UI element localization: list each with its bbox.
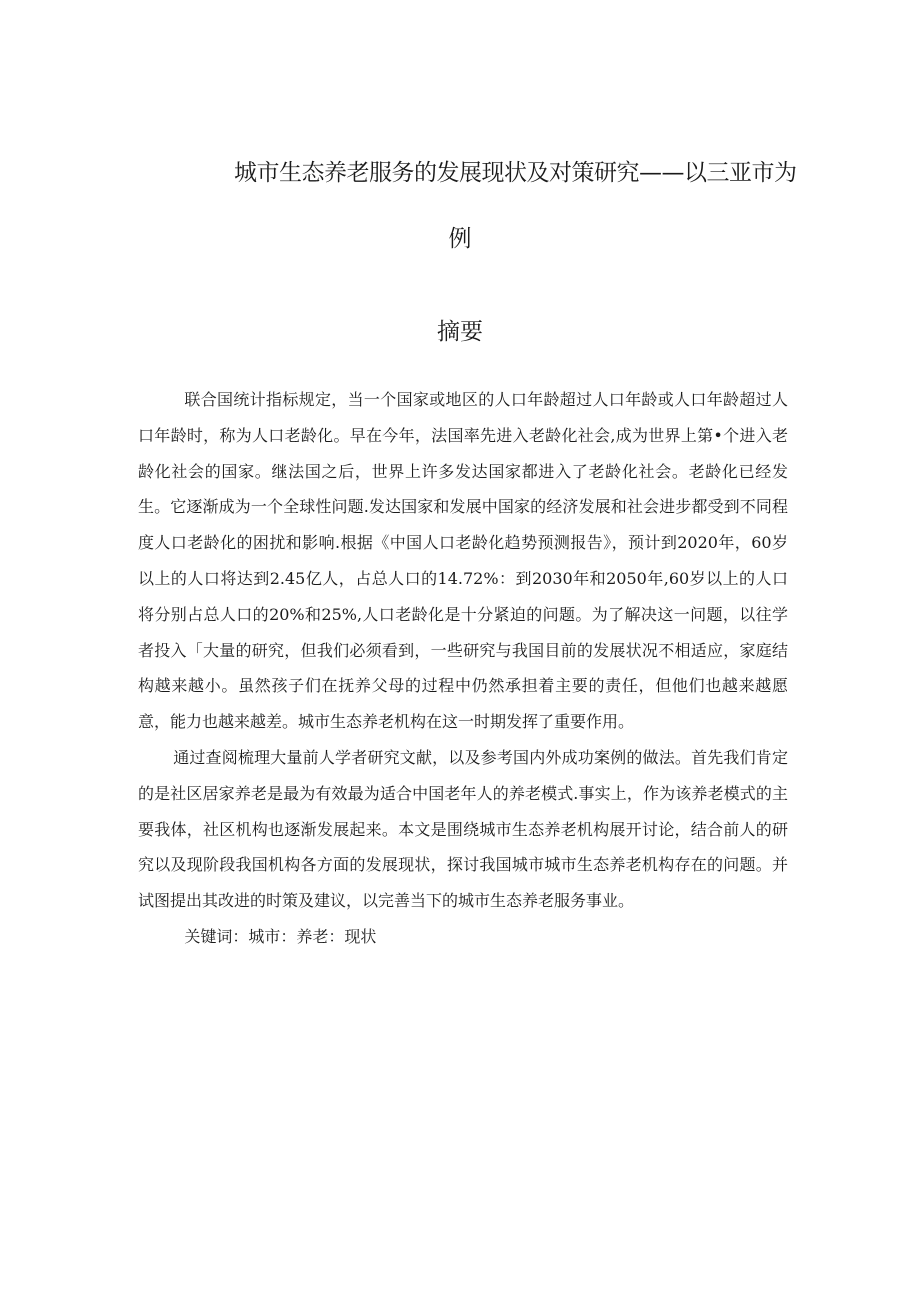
paper-title-continuation: 例 (448, 226, 472, 252)
abstract-paragraph: 联合国统计指标规定，当一个国家或地区的人口年龄超过人口年龄或人口年龄超过人口年龄时，称为人口老龄化。早在今年，法国率先进入老龄化社会,成为世界上第•个进入老龄化社会的国家。继法国之后，世界上许多发达国家都进入了老龄化社会。老龄化已经发生。它逐渐成为一个全球性问题.发达国家和发展中国家的经济发展和社会进步都受到不同程度人口老龄化的困扰和影响.根据《中国人口老龄化趋势预测报告》，预计到2020年，60岁以上的人口将达到2.45亿人，占总人口的14.72%：到2030年和2050年,60岁以上的人口将分别占总人口的20%和25%,人口老龄化是十分紧迫的问题。为了解决这一问题，以往学者投入「大量的研究，但我们必须看到，一些研究与我国目前的发展状况不相适应，家庭结构越来越小。虽然孩子们在抚养父母的过程中仍然承担着主要的责任，但他们也越来越愿意，能力也越来越差。城市生态养老机构在这一时期发挥了重要作用。 (138, 390, 788, 732)
abstract-paragraph: 通过查阅梳理大量前人学者研究文献，以及参考国内外成功案例的做法。首先我们肯定的是社区居家养老是最为有效最为适合中国老年人的养老模式.事实上，作为该养老模式的主要我体，社区机构也逐渐发展起来。本文是围绕城市生态养老机构展开讨论，结合前人的研究以及现阶段我国机构各方面的发展现状，探讨我国城市城市生态养老机构存在的问题。并试图提出其改进的时策及建议，以完善当下的城市生态养老服务事业。 (138, 747, 788, 911)
abstract-heading: 摘要 (437, 319, 483, 345)
abstract-body (138, 382, 788, 955)
paper-title: 城市生态养老服务的发展现状及对策研究——以三亚市为 (234, 160, 797, 186)
keywords-line: 关键词：城市：养老：现状 (184, 926, 377, 946)
